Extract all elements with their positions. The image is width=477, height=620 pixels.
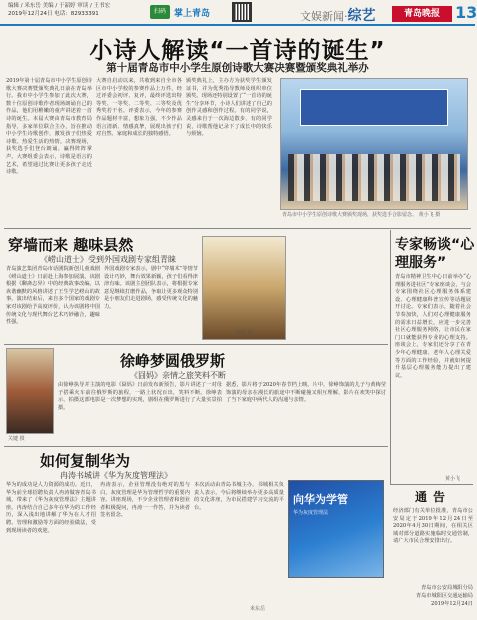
story3-subtitle: 《囧妈》亲情之旅笑料不断 [130, 371, 226, 380]
poster-title: 向华为学管 [293, 493, 348, 506]
story3-photo-credit: 关键 摄 [8, 436, 25, 442]
book-poster [288, 480, 384, 578]
notice-org1: 青岛市公安局城阳分局 [421, 585, 473, 591]
section-separator: · [344, 10, 348, 23]
story2-title: 穿墙而来 趣味县然 [8, 236, 134, 254]
notice-org2: 青岛市城阳区交通运输局 [415, 593, 473, 599]
editor-line: 编辑 / 米东岳 美编 / 于韶婷 审读 / 王书宏 [8, 3, 111, 9]
lead-body-col1: 2019年第十届青岛市中小学生原创诗歌大赛决赛暨颁奖典礼日前在青岛举行。我市中小学生参加了此次大赛，数十位原创诗歌作者现场朗诵自己的作品，他们用稚嫩的童声讲述着一首诗的诞生。本届大赛由青岛市教育局指导，多家单位联合主办，旨在推动中小学生诗歌创作，激发孩子们热爱诗歌、热爱生活的热情。决赛现场，获奖选手们登台朗诵，赢得阵阵掌声。大赛组委会表示，诗歌是语言的艺术，希望通过比赛让更多孩子走近诗歌。 [6, 78, 92, 176]
lead-photo [280, 78, 468, 210]
sidebar-credit: 黄小飞 [445, 476, 461, 482]
story2-body2: 外国戏剧专家表示，剧中“穿墙术”等情节设计巧妙，舞台效果新颖，孩子们看得津津有味。该剧主创团队表示，将根据专家意见继续打磨作品，争取让更多观众特别是小朋友们走进剧场，感受传统文化的魅力。 [104, 266, 198, 310]
masthead [0, 0, 475, 26]
notice-body: 经济部门有关单位批准，青岛市公安局定于2019年12月24日至2020年4月30日期间，在相关区域对部分道路实施临时交通管制，请广大市民合理安排出行。 [393, 508, 473, 545]
story4-body1: 华为的成功是人力资源的成功。近日，华为前全球招聘负责人冉涛做客青岛书城，带来了《华为灰度管理法》主题讲座。冉涛结合自己多年在华为的工作经历，深入浅出地讲解了华为在人才招聘、管理和激励等方面的经验做法，受到现场读者的欢迎。 [6, 482, 96, 534]
story3-title: 徐峥梦圆俄罗斯 [120, 352, 226, 370]
photo-banner [300, 89, 449, 125]
story3-photo [6, 348, 54, 434]
notice-title: 通告 [414, 490, 451, 504]
sidebar-title: 专家畅谈“心理服务” [395, 237, 475, 271]
section-name: 综艺 [347, 8, 376, 24]
lead-photo-credit: 黄小飞 摄 [418, 212, 441, 218]
newspaper-logo: 青岛晚报 [392, 6, 452, 22]
divider-rule [4, 344, 388, 345]
notice-box [393, 488, 473, 616]
story3-body1: 由徐峥执导并主演的电影《囧妈》日前发布新预告，影片讲述了一对母子搭乘火车前往俄罗斯的旅程，一路上状况百出，笑料不断。徐峥表示，拍摄这部电影是一次梦想的实现，剧组在俄罗斯进行了大量实景拍摄。 [58, 382, 222, 411]
lead-body-col3: 颁奖典礼上，主办方为获奖学生颁发证书，并为优秀指导教师及组织单位颁奖。现场还特别设置了“一首诗的诞生”分享环节，小诗人们讲述了自己的创作灵感和创作过程。有的同学说，灵感来自于一次海边散步，有的同学说，诗歌帮他记录下了成长中的快乐与烦恼。 [186, 78, 272, 138]
page-number: 13 [455, 3, 477, 22]
story4-body3: 本次活动由青岛书城主办。书城相关负责人表示，今后将继续举办更多高质量的文化讲座，为市民搭建学习交流的平台。 [194, 482, 284, 511]
notice-date: 2019年12月24日 [431, 601, 473, 607]
lead-caption-text: 青岛市中小学生原创诗歌大赛颁奖现场，获奖选手合影留念。 [282, 212, 418, 218]
lead-subhead: 第十届青岛市中小学生原创诗歌大赛决赛暨颁奖典礼举办 [106, 62, 369, 74]
story4-subtitle: 冉涛书城讲《华为灰度管理法》 [60, 471, 172, 480]
story2-photo [202, 236, 286, 340]
divider-rule [4, 228, 471, 229]
story2-photo-credit: 徐峥 摄 [236, 330, 253, 336]
section-category: 文娱新闻 [300, 10, 344, 23]
lead-headline: 小诗人解读“一首诗的诞生” [89, 38, 386, 64]
sidebar-divider [390, 230, 391, 484]
poster-subtitle: 华为灰度管理法 [293, 510, 329, 516]
scan-badge: 扫码 [150, 5, 170, 19]
lead-body-col2: 大赛自启动以来，共收到来自全市各区市中小学校的参赛作品上万件。经过评委会初评、复评，最终评选出特等奖、一等奖、二等奖、三等奖及优秀奖若干名。评委表示，今年的参赛作品题材丰富，想象力强，不少作品语言清新、情感真挚，展现出孩子们对自然、家庭和成长的独特感悟。 [96, 78, 182, 138]
story2-body1: 青岛演艺集团青岛市话剧院新创儿童戏剧《崂山道士》日前赴上海参加展演。该剧根据《聊斋志异》中的经典故事改编，以诙谐幽默的风格讲述了王生学艺崂山的故事。演出结束后，来自多个国家的戏剧专家对该剧给予高度评价，认为该剧将中国传统文化与现代舞台艺术巧妙融合，趣味性强。 [6, 266, 100, 326]
divider-rule [4, 446, 388, 447]
story2-subtitle: 《崂山道士》受到外国戏剧专家组青睐 [40, 255, 176, 264]
divider-rule [390, 484, 473, 485]
story3-body2: 据悉，影片将于2020年春节档上映。片中，徐峥饰演的儿子与黄梅莹饰演的母亲在漫长的旅途中不断碰撞又相互理解，影片在欢笑中探讨了当下家庭中两代人的沟通与亲情。 [226, 382, 386, 404]
sidebar-body: 青岛市精神卫生中心日前举办“心理服务进社区”专家座谈会，与会专家围绕社区心理服务体系建设、心理健康科普宣传等话题展开讨论。专家们表示，随着社会节奏加快，人们对心理健康服务的需求日益增长，应进一步完善社区心理服务网络，让市民在家门口就能获得专业的心理支持。座谈会上，专家们还分享了在青少年心理健康、老年人心理关爱等方面的工作经验，并就如何提升基层心理服务能力提出了建议。 [395, 274, 471, 379]
lead-photo-caption [282, 212, 468, 219]
section-title [300, 5, 376, 25]
masthead-meta [8, 2, 138, 18]
photo-people [288, 154, 459, 201]
story4-title: 如何复制华为 [40, 452, 131, 470]
qr-code-icon [232, 2, 252, 22]
story4-body2: 冉涛表示，企业管理没有绝对的黑与白，灰度管理是华为管理哲学的重要内容。讲座现场，不少企业管理者和创业者积极提问，冉涛一一作答，并为读者签名留念。 [100, 482, 190, 519]
app-label: 掌上青岛 [174, 9, 211, 19]
date-phone-line: 2019年12月24日 电话：82933391 [8, 11, 99, 17]
story4-credit: 米东岳 [250, 606, 266, 612]
